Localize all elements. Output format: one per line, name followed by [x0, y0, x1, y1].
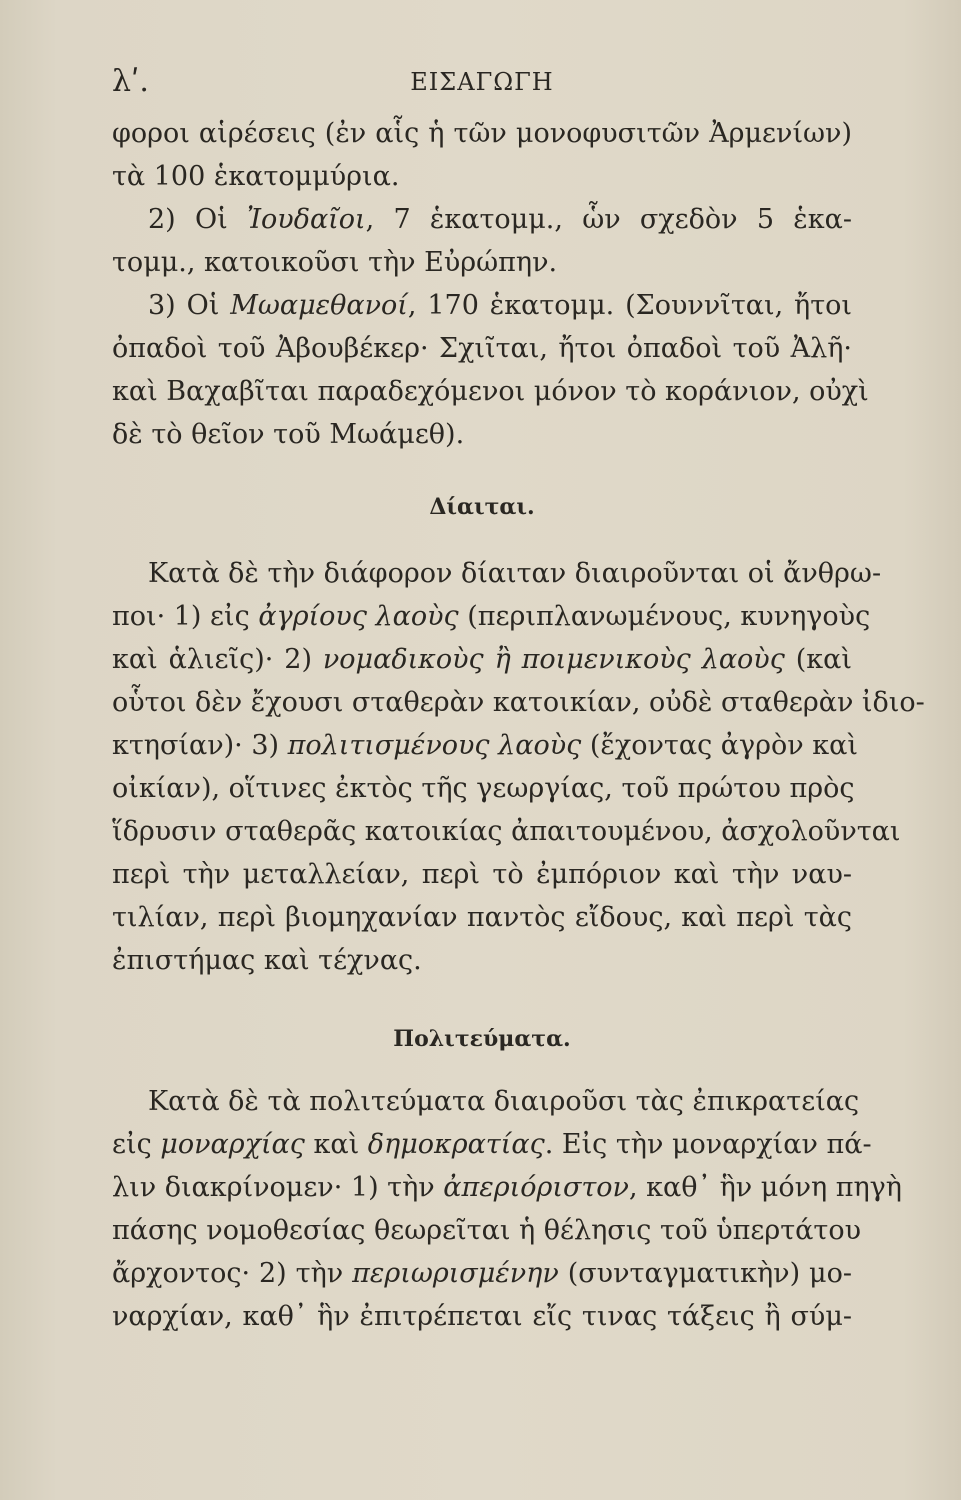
text-span: (ἔχοντας ἀγρὸν καὶ [581, 730, 858, 761]
text-line [112, 1123, 872, 1166]
text-line: δὲ τὸ θεῖον τοῦ Μωάμεθ). [112, 419, 465, 450]
text-line: Κατὰ δὲ τὴν διάφορον δίαιταν διαιροῦνται οἱ ἄνθρω- [148, 558, 882, 589]
text-line [112, 284, 852, 327]
italic-term: ἀγρίους λαοὺς [258, 601, 459, 632]
italic-term: ἀπεριόριστον [443, 1172, 629, 1203]
text-line: φοροι αἱρέσεις (ἐν αἷς ἡ τῶν μονοφυσιτῶν Ἀρμενίων) [112, 118, 852, 149]
text-line: ὀπαδοὶ τοῦ Ἀβουβέκερ· Σχιῖται, ἤτοι ὀπαδοὶ τοῦ Ἀλῆ· [112, 333, 852, 364]
italic-term: πολιτισμένους λαοὺς [287, 730, 582, 761]
text-line: οὗτοι δὲν ἔχουσι σταθερὰν κατοικίαν, οὐδὲ σταθερὰν ἰδιο- [112, 687, 925, 718]
text-line: τιλίαν, περὶ βιομηχανίαν παντὸς εἴδους, καὶ περὶ τὰς [112, 902, 852, 933]
italic-term: νομαδικοὺς ἢ ποιμενικοὺς λαοὺς [322, 644, 785, 675]
text-span: ποι· 1) εἰς [112, 601, 259, 632]
text-line: Κατὰ δὲ τὰ πολιτεύματα διαιροῦσι τὰς ἐπικρατείας [148, 1086, 860, 1117]
text-span: 3) Οἱ [148, 290, 231, 321]
paragraph-polities [112, 1080, 902, 1338]
text-line [112, 1252, 852, 1295]
text-line [112, 638, 852, 681]
text-span: καὶ [304, 1129, 368, 1160]
text-span: λιν διακρίνομεν· 1) τὴν [112, 1172, 444, 1203]
section-heading-polities: Πολιτεύματα. [393, 1026, 571, 1052]
text-span: , 170 ἑκατομμ. (Σουννῖται, ἤτοι [407, 290, 852, 321]
page-number: λʹ. [112, 64, 149, 99]
text-line: καὶ Βαχαβῖται παραδεχόμενοι μόνον τὸ κοράνιον, οὐχὶ [112, 376, 869, 407]
italic-term: δημοκρατίας [367, 1129, 545, 1160]
text-span: . Εἰς τὴν μοναρχίαν πά- [544, 1129, 872, 1160]
italic-term: μοναρχίας [160, 1129, 305, 1160]
paragraph-diets [112, 552, 925, 982]
text-line: ναρχίαν, καθ᾽ ἣν ἐπιτρέπεται εἴς τινας τάξεις ἢ σύμ- [112, 1301, 852, 1332]
text-line: ἐπιστήμας καὶ τέχνας. [112, 945, 422, 976]
text-line [112, 198, 852, 241]
running-title: ΕΙΣΑΓΩΓΗ [410, 68, 554, 96]
text-span: (καὶ [784, 644, 853, 675]
page-header [112, 62, 852, 102]
text-span: , 7 ἑκατομμ., ὧν σχεδὸν 5 ἑκα- [365, 204, 852, 235]
body-text [112, 112, 925, 1338]
section-heading-diets: Δίαιται. [429, 494, 535, 520]
text-span: (περιπλανωμένους, κυνηγοὺς [458, 601, 871, 632]
text-line: τὰ 100 ἑκατομμύρια. [112, 161, 400, 192]
text-line: πάσης νομοθεσίας θεωρεῖται ἡ θέλησις τοῦ ὑπερτάτου [112, 1215, 861, 1246]
text-line: περὶ τὴν μεταλλείαν, περὶ τὸ ἐμπόριον καὶ τὴν ναυ- [112, 859, 852, 890]
text-span: ἄρχοντος· 2) τὴν [112, 1258, 353, 1289]
text-line: οἰκίαν), οἵτινες ἐκτὸς τῆς γεωργίας, τοῦ πρώτου πρὸς [112, 773, 855, 804]
text-line [112, 1166, 902, 1209]
paragraph-religions [112, 112, 869, 456]
text-span: κτησίαν)· 3) [112, 730, 288, 761]
text-line: ἵδρυσιν σταθερᾶς κατοικίας ἀπαιτουμένου, ἀσχολοῦνται [112, 816, 901, 847]
italic-term: Μωαμεθανοί [230, 290, 408, 321]
text-span: (συνταγματικὴν) μο- [558, 1258, 852, 1289]
text-line [112, 595, 871, 638]
text-span: 2) Οἱ [148, 204, 247, 235]
italic-term: περιωρισμένην [352, 1258, 559, 1289]
text-line [112, 724, 858, 767]
text-span: καὶ ἁλιεῖς)· 2) [112, 644, 323, 675]
italic-term: Ἰουδαῖοι [246, 204, 366, 235]
text-span: , καθ᾽ ἣν μόνη πηγὴ [628, 1172, 902, 1203]
text-line: τομμ., κατοικοῦσι τὴν Εὐρώπην. [112, 247, 558, 278]
text-span: εἰς [112, 1129, 161, 1160]
